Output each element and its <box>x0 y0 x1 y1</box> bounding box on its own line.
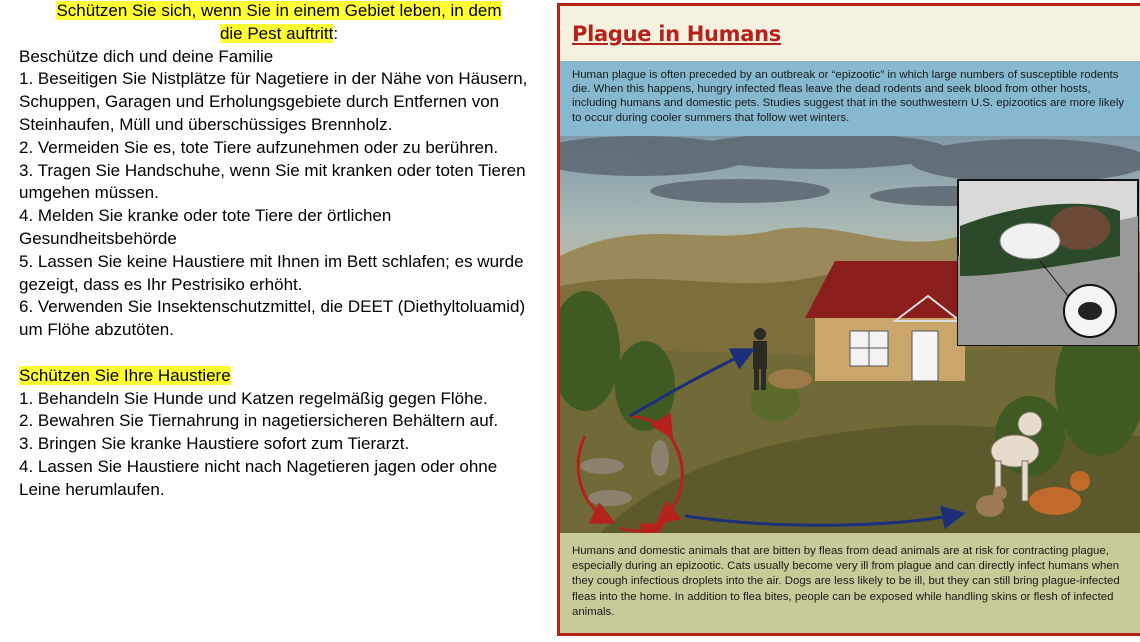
plague-poster <box>557 3 1140 636</box>
family-heading: Beschütze dich und deine Familie <box>19 46 274 66</box>
family-item-6: 6. Verwenden Sie Insektenschutzmittel, die DEET (Diethyltoluamid) um Flöhe abzutöten. <box>19 297 526 340</box>
woodpile <box>768 369 812 389</box>
poster-caption-text: Humans and domestic animals that are bitten by fleas from dead animals are at risk for contracting plague, especially during an epizootic. Cats usually become very ill from plague and can directly infect humans when they cough infectious droplets into the air. Dogs are less likely to be ill, but they can still bring plague-infected fleas into the home. In addition to flea bites, people can be exposed while handling skins or flesh of infected animals. <box>572 545 1120 618</box>
house <box>805 261 975 381</box>
main-heading <box>19 0 539 46</box>
pets-item-4: 4. Lassen Sie Haustiere nicht nach Nagetieren jagen oder ohne Leine herumlaufen. <box>19 456 498 499</box>
main-heading-highlight-2: die Pest auftritt <box>219 23 334 43</box>
family-item-2: 2. Vermeiden Sie es, tote Tiere aufzunehmen oder zu berühren. <box>19 137 499 157</box>
poster-title: Plague in Humans <box>572 22 781 46</box>
section-spacer <box>19 342 539 365</box>
family-item-1: 1. Beseitigen Sie Nistplätze für Nagetiere in der Nähe von Häusern, Schuppen, Garagen und Erholungsgebiete durch Entfernen von Steinhaufen, Müll und überschüssiges Brennholz. <box>19 69 528 134</box>
main-heading-highlight-1: Schützen Sie sich, wenn Sie in einem Gebiet leben, in dem <box>56 1 502 20</box>
family-item-3: 3. Tragen Sie Handschuhe, wenn Sie mit kranken oder toten Tieren umgehen müssen. <box>19 160 526 203</box>
pets-item-3: 3. Bringen Sie kranke Haustiere sofort zum Tierarzt. <box>19 434 410 454</box>
main-heading-suffix: : <box>333 23 339 43</box>
poster-intro-text: Human plague is often preceded by an outbreak or “epizootic” in which large numbers of susceptible rodents die. When this happens, hungry infected fleas leave the dead rodents and seek blood from other hosts, including humans and domestic pets. Studies suggest that in the southwestern U.S. epizootics are more likely to occur during cooler summers that follow wet winters. <box>572 69 1125 124</box>
family-item-4: 4. Melden Sie kranke oder tote Tiere der örtlichen Gesundheitsbehörde <box>19 206 392 248</box>
pets-item-1: 1. Behandeln Sie Hunde und Katzen regelmäßig gegen Flöhe. <box>19 388 488 408</box>
family-item-5: 5. Lassen Sie keine Haustiere mit Ihnen im Bett schlafen; es wurde gezeigt, dass es Ihr Pestrisiko erhöht. <box>19 251 524 294</box>
sleeping-person-inset <box>958 180 1138 345</box>
pets-heading-highlight: Schützen Sie Ihre Haustiere <box>19 365 231 385</box>
pets-heading <box>19 365 539 388</box>
poster-intro-band <box>560 61 1140 136</box>
plague-illustration <box>560 136 1140 533</box>
instructions-panel <box>19 0 539 502</box>
pets-item-2: 2. Bewahren Sie Tiernahrung in nagetiersicheren Behältern auf. <box>19 411 499 431</box>
poster-caption-band <box>560 533 1140 636</box>
